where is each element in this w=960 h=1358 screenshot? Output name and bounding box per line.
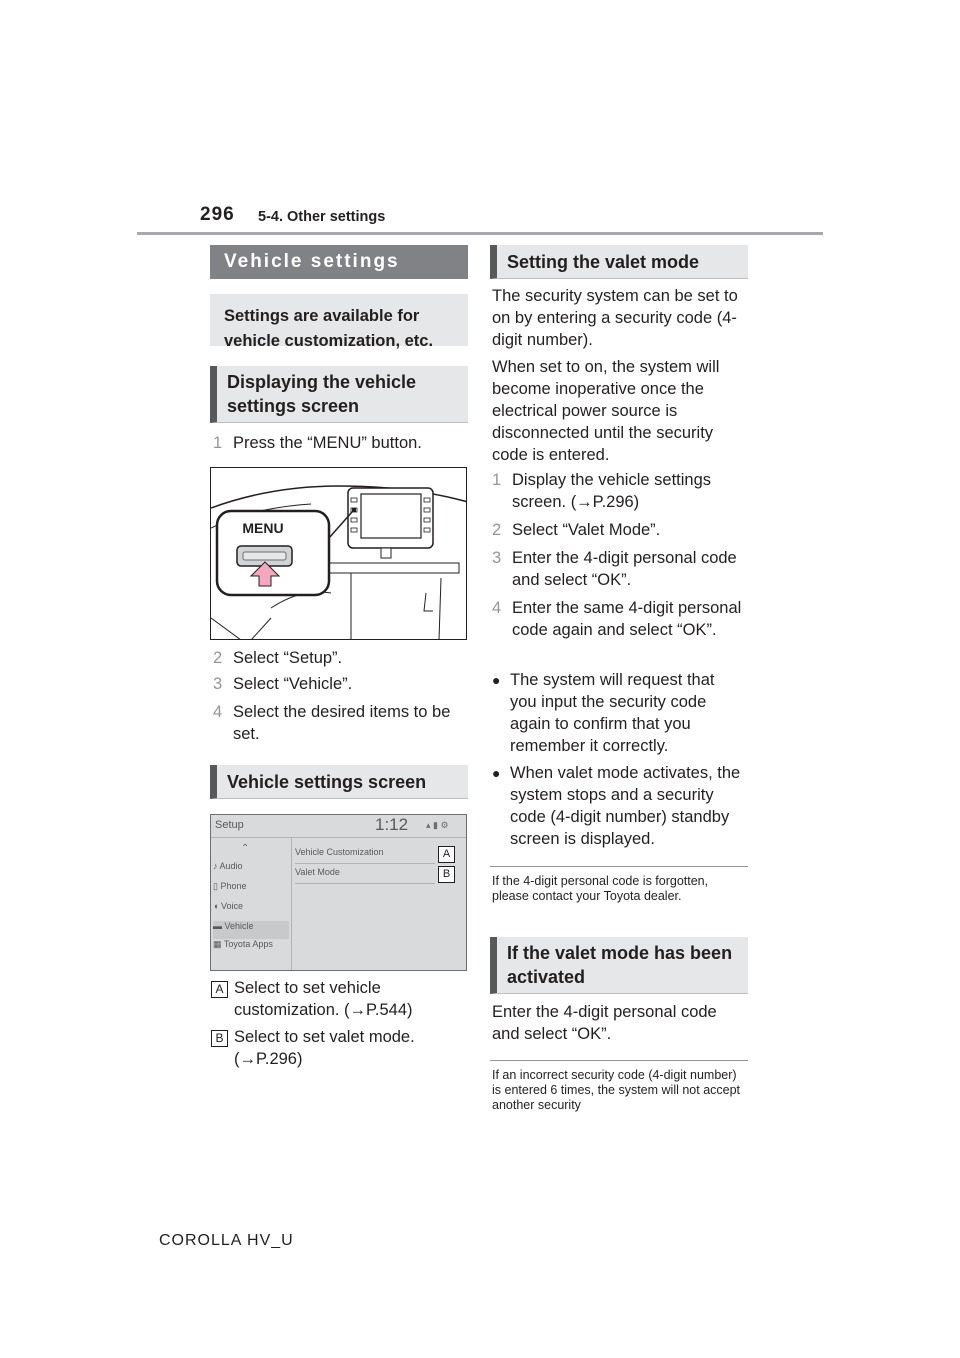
left-step-3 <box>213 673 473 695</box>
side-divider <box>291 837 292 971</box>
step-text: Select “Valet Mode”. <box>512 521 661 539</box>
step-text: Select “Vehicle”. <box>233 675 353 693</box>
ref-text: Select to set vehicle customization. (→P.544) <box>234 979 413 1019</box>
bullet-text: The system will request that you input the security code again to confirm that you remember it correctly. <box>510 671 715 755</box>
setup-screen-image <box>210 814 467 971</box>
left-step-4 <box>213 701 463 745</box>
setup-screen-time: 1:12 <box>375 815 409 834</box>
displaying-subheading: Displaying the vehicle settings screen <box>210 366 468 423</box>
menu-callout-label: MENU <box>242 520 284 536</box>
step-number: 4 <box>492 599 502 617</box>
step-text: Display the vehicle settings screen. (→P.296) <box>512 471 712 511</box>
right-step-2 <box>492 519 742 541</box>
step-number: 4 <box>213 703 223 721</box>
callout-b: B <box>438 866 455 883</box>
main-item-vehicle-customization: Vehicle Customization <box>295 847 384 857</box>
scroll-up-icon: ⌃ <box>241 843 250 854</box>
screen-divider <box>211 837 467 838</box>
step-text: Enter the 4-digit personal code and select “OK”. <box>512 549 737 589</box>
note-1: If the 4-digit personal code is forgotten, please contact your Toyota dealer. <box>492 874 709 903</box>
valet-mode-subheading: Setting the valet mode <box>490 245 748 279</box>
side-item-phone: ▯ Phone <box>213 881 247 891</box>
ref-b <box>211 1026 446 1070</box>
activated-para: Enter the 4-digit personal code and select “OK”. <box>492 1003 717 1043</box>
side-item-toyota-apps: ▦ Toyota Apps <box>213 939 273 949</box>
note-2: If an incorrect security code (4-digit number) is entered 6 times, the system will not accept another security <box>492 1068 741 1112</box>
ref-label: A <box>211 981 228 998</box>
main-divider-2 <box>295 883 435 884</box>
status-icons: ▴ ▮ ⚙ <box>426 820 449 830</box>
dashboard-illustration <box>210 467 467 640</box>
setup-side-menu <box>213 861 289 959</box>
step-number: 1 <box>492 471 502 489</box>
page-number: 296 <box>200 204 235 225</box>
valet-para-2: When set to on, the system will become inoperative once the electrical power source is disconnected until the security code is entered. <box>492 358 720 464</box>
bullet-text: When valet mode activates, the system stops and a security code (4-digit number) standby screen is displayed. <box>510 764 741 848</box>
left-step-1 <box>213 432 473 454</box>
step-number: 1 <box>213 434 223 452</box>
right-step-3 <box>492 547 742 591</box>
side-item-voice: ◖ Voice <box>213 901 243 911</box>
ref-text: Select to set valet mode. (→P.296) <box>234 1028 415 1068</box>
bullet-icon: ● <box>492 672 501 688</box>
step-number: 3 <box>213 675 223 693</box>
left-step-2 <box>213 647 473 669</box>
step-text: Press the “MENU” button. <box>233 434 422 452</box>
step-text: Select “Setup”. <box>233 649 343 667</box>
valet-para-1: The security system can be set to on by entering a security code (4-digit number). <box>492 287 738 349</box>
intro-box: Settings are available for vehicle customization, etc. <box>210 294 468 346</box>
ref-label: B <box>211 1030 228 1047</box>
vehicle-settings-heading: Vehicle settings <box>210 245 468 279</box>
section-title: 5-4. Other settings <box>258 209 386 225</box>
bullet-2 <box>492 762 747 850</box>
step-text: Enter the same 4-digit personal code again and select “OK”. <box>512 599 742 639</box>
bullet-icon: ● <box>492 765 501 781</box>
main-item-valet-mode: Valet Mode <box>295 867 340 877</box>
note-rule-2 <box>490 1060 748 1061</box>
side-item-audio: ♪ Audio <box>213 861 243 871</box>
step-text: Select the desired items to be set. <box>233 703 451 743</box>
main-divider-1 <box>295 863 435 864</box>
vehicle-settings-screen-subheading: Vehicle settings screen <box>210 765 468 799</box>
right-step-1 <box>492 469 742 513</box>
setup-screen-title: Setup <box>215 819 244 831</box>
step-number: 2 <box>213 649 223 667</box>
right-step-4 <box>492 597 742 641</box>
step-number: 2 <box>492 521 502 539</box>
footer-model: COROLLA HV_U <box>159 1232 294 1249</box>
side-item-vehicle: ▬ Vehicle <box>213 921 289 939</box>
header-rule <box>137 232 823 235</box>
bullet-1 <box>492 669 742 757</box>
step-number: 3 <box>492 549 502 567</box>
activated-subheading: If the valet mode has been activated <box>490 937 748 994</box>
callout-a: A <box>438 846 455 863</box>
ref-a <box>211 977 471 1021</box>
note-rule-1 <box>490 866 748 867</box>
